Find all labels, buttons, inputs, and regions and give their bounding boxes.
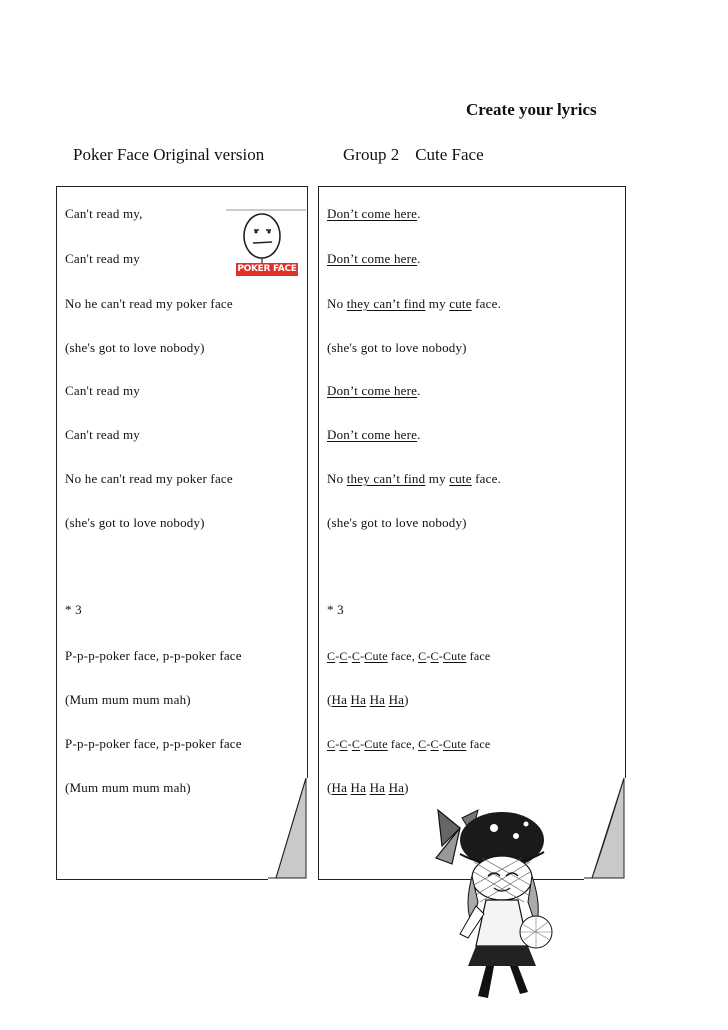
lyric-text: - [347, 649, 352, 663]
underlined-word: Ha [350, 692, 367, 707]
original-lyric-line: * 3 [65, 602, 82, 617]
lyric-text: face [466, 737, 491, 751]
original-lyric-line: (Mum mum mum mah) [65, 780, 191, 795]
lyric-text: my [425, 296, 450, 311]
lyric-text: * 3 [327, 602, 344, 617]
lyric-text: face, [387, 649, 419, 663]
underlined-word: cute [449, 296, 472, 311]
underlined-word: C [351, 737, 361, 751]
new-lyric-line [327, 602, 344, 618]
lyric-text: . [417, 251, 421, 266]
original-lyric-line: Can't read my [65, 251, 140, 266]
lyric-text: face. [471, 296, 502, 311]
lyric-text: - [438, 737, 443, 751]
underlined-word: Ha [388, 780, 405, 795]
underlined-word: Cute [442, 737, 467, 751]
lyric-text: - [426, 737, 431, 751]
lyric-text: - [335, 737, 340, 751]
underlined-word: Ha [388, 692, 405, 707]
new-lyric-line [327, 692, 409, 708]
lyric-text: (she's got to love nobody) [327, 515, 467, 530]
group-heading [343, 145, 484, 165]
new-lyric-line [327, 737, 490, 752]
underlined-word: Cute [364, 649, 388, 663]
original-lyric-line: P-p-p-poker face, p-p-poker face [65, 736, 242, 751]
underlined-word: C [418, 649, 427, 663]
original-version-heading: Poker Face Original version [73, 145, 265, 164]
lyric-text: ) [404, 692, 409, 707]
underlined-word: C [430, 737, 439, 751]
lyric-text: ( [327, 692, 332, 707]
poker-face-logo-text: POKER FACE [237, 264, 297, 274]
new-lyric-line [327, 251, 421, 267]
original-lyric-line: No he can't read my poker face [65, 296, 233, 311]
new-lyric-line [327, 296, 501, 312]
lyric-text: - [438, 649, 443, 663]
poker-face-meme-icon [226, 208, 306, 278]
lyric-text: No [327, 296, 347, 311]
lyric-text: face, [387, 737, 419, 751]
lyric-text: face [466, 649, 491, 663]
underlined-word: C [418, 737, 427, 751]
original-lyrics-panel [56, 186, 308, 880]
underlined-word: cute [449, 471, 472, 486]
lyric-text: . [417, 383, 421, 398]
underlined-word: Ha [369, 692, 386, 707]
group-label: Group 2 [343, 145, 400, 164]
underlined-word: C [430, 649, 439, 663]
lyric-text: - [360, 737, 365, 751]
underlined-word: Ha [369, 780, 386, 795]
new-lyric-line [327, 471, 501, 487]
lyric-text: No [327, 471, 347, 486]
original-lyric-line: No he can't read my poker face [65, 471, 233, 486]
lyric-text: - [335, 649, 340, 663]
lyric-text: my [425, 471, 450, 486]
underlined-word: Don’t come here [327, 251, 418, 266]
underlined-word: Don’t come here [327, 427, 418, 442]
new-lyric-line [327, 515, 467, 531]
original-lyric-line: (she's got to love nobody) [65, 515, 205, 530]
underlined-word: Don’t come here [327, 383, 418, 398]
masked-girl-illustration-icon [432, 806, 562, 1006]
underlined-word: C [327, 649, 336, 663]
page-curl-icon [584, 778, 626, 882]
underlined-word: C [339, 737, 348, 751]
lyric-text: (she's got to love nobody) [327, 340, 467, 355]
original-lyric-line: P-p-p-poker face, p-p-poker face [65, 648, 242, 663]
new-lyric-line [327, 340, 467, 356]
lyric-text: face. [471, 471, 502, 486]
underlined-word: Cute [442, 649, 467, 663]
underlined-word: Don’t come here [327, 206, 418, 221]
new-lyric-line [327, 383, 421, 399]
song-title: Cute Face [415, 145, 484, 164]
underlined-word: C [351, 649, 361, 663]
underlined-word: Ha [331, 692, 348, 707]
page-title: Create your lyrics [466, 100, 597, 119]
new-lyric-line [327, 649, 490, 664]
new-lyric-line [327, 427, 421, 443]
original-lyric-line: Can't read my [65, 427, 140, 442]
lyric-text: ( [327, 780, 332, 795]
underlined-word: Cute [364, 737, 388, 751]
underlined-word: they can’t find [346, 296, 426, 311]
new-lyric-line [327, 780, 409, 796]
page-curl-icon [268, 778, 308, 882]
lyric-text: - [347, 737, 352, 751]
lyric-text: . [417, 427, 421, 442]
original-lyric-line: Can't read my [65, 383, 140, 398]
underlined-word: they can’t find [346, 471, 426, 486]
original-lyric-line: Can't read my, [65, 206, 143, 221]
underlined-word: Ha [350, 780, 367, 795]
lyric-text: - [360, 649, 365, 663]
lyric-text: ) [404, 780, 409, 795]
lyric-text: . [417, 206, 421, 221]
underlined-word: Ha [331, 780, 348, 795]
lyric-text: - [426, 649, 431, 663]
underlined-word: C [339, 649, 348, 663]
new-lyric-line [327, 206, 421, 222]
original-lyric-line: (she's got to love nobody) [65, 340, 205, 355]
underlined-word: C [327, 737, 336, 751]
original-lyric-line: (Mum mum mum mah) [65, 692, 191, 707]
new-lyrics-panel [318, 186, 626, 880]
